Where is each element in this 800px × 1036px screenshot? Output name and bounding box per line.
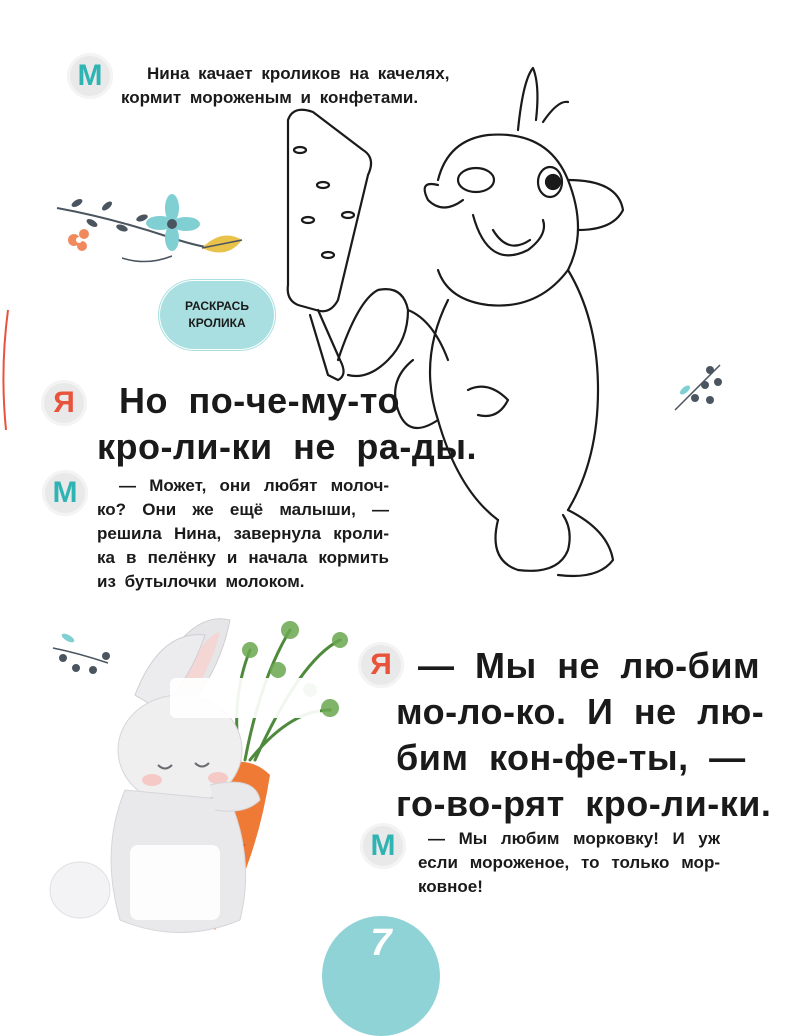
sticker-line-2: КРОЛИКА bbox=[188, 316, 246, 330]
paragraph-4: — Мы не лю-бим мо-ло-ко. И не лю- бим кон-фе-ты, — го-во-рят кро-ли-ки. bbox=[396, 645, 772, 824]
paragraph-2: Но по-че-му-то кро-ли-ки не ра-ды. bbox=[97, 380, 477, 467]
paragraph-3: — Может, они любят молоч- ко? Они же ещё малыши, — решила Нина, завернула кроли- ка в пелёнку и начала кормить из бутылочки молоком. bbox=[97, 476, 389, 591]
paragraph-1: Нина качает кроликов на качелях, кормит мороженым и конфетами. bbox=[121, 64, 450, 107]
berry-branch-icon bbox=[670, 360, 730, 420]
page-number: 7 bbox=[370, 922, 392, 964]
narrator-badge-m: М bbox=[67, 53, 113, 99]
paragraph-5: — Мы любим морковку! И уж если мороженое, то только мор- ковное! bbox=[418, 829, 720, 896]
rabbit-badge-ya: Я bbox=[41, 380, 87, 426]
edge-stroke bbox=[0, 310, 10, 430]
rabbit-with-carrot-illustration bbox=[40, 600, 340, 940]
narrator-badge-m: М bbox=[360, 823, 406, 869]
rabbit-badge-ya: Я bbox=[358, 642, 404, 688]
sticker-line-1: РАСКРАСЬ bbox=[185, 299, 249, 313]
narrator-badge-m: М bbox=[42, 470, 88, 516]
color-the-rabbit-sticker bbox=[163, 284, 271, 346]
floral-decoration-icon bbox=[52, 178, 252, 278]
